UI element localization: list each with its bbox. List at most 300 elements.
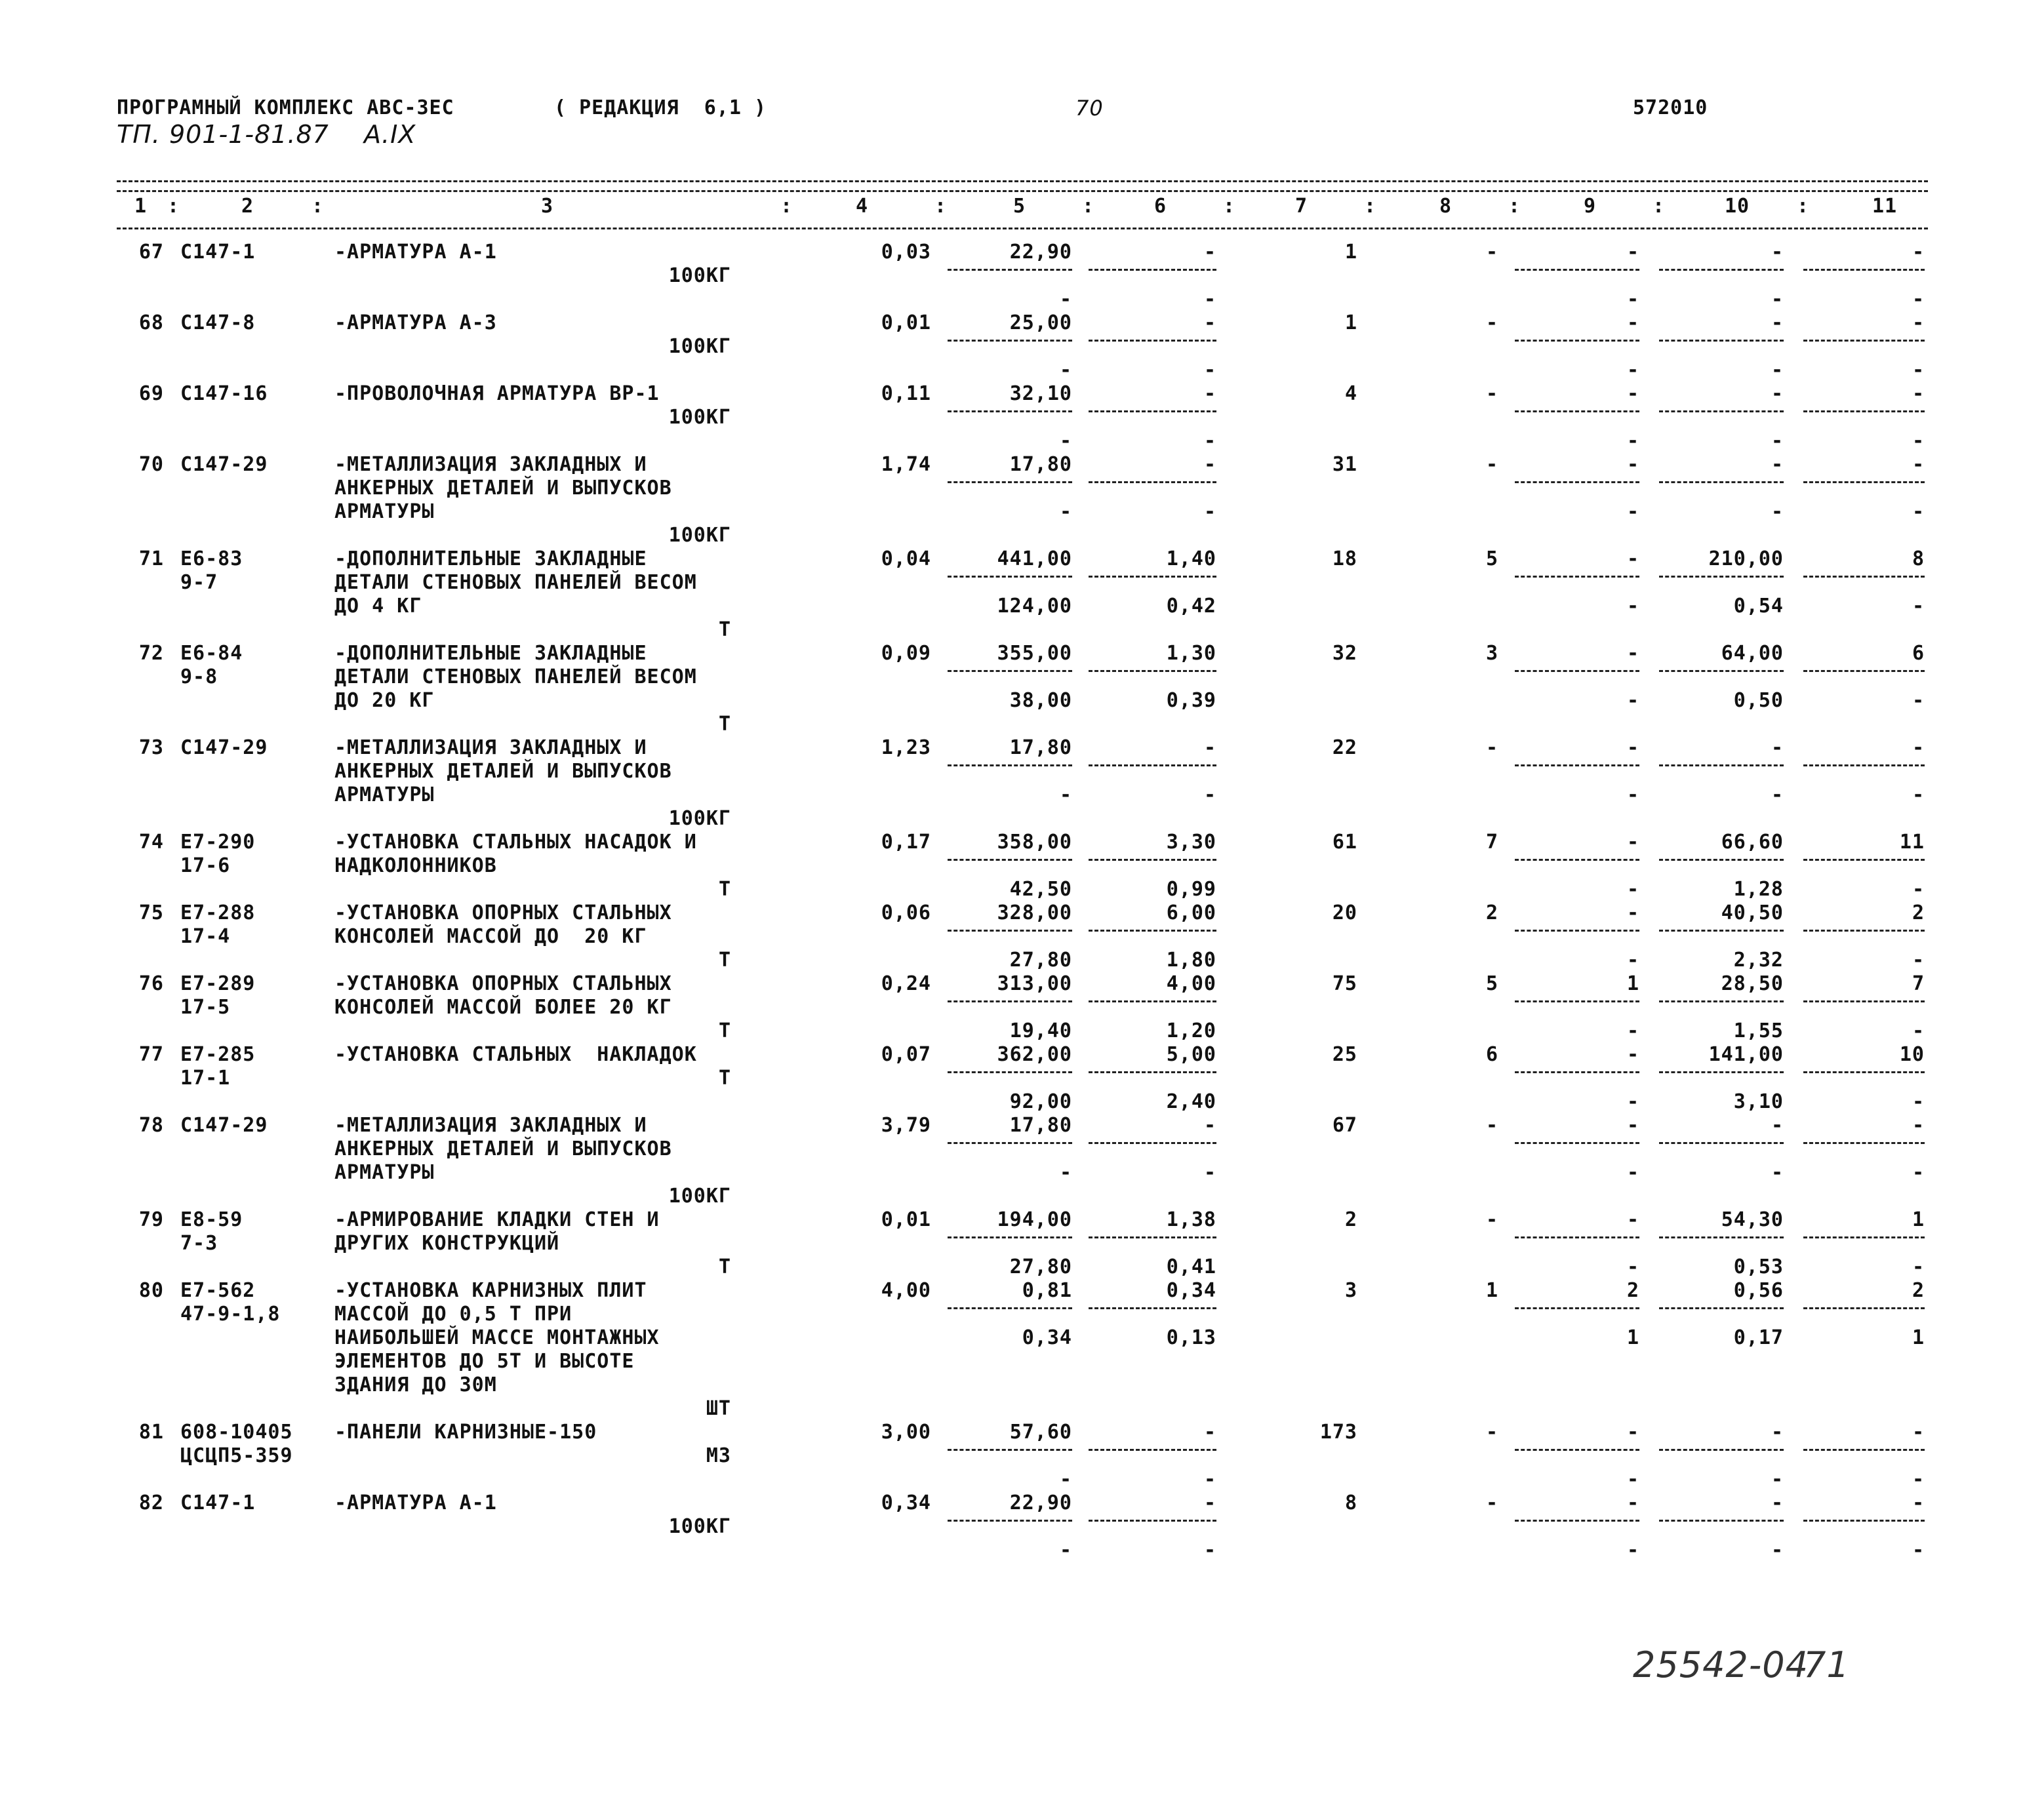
- fraction-rule: [1659, 269, 1784, 271]
- cell-col5-lower: 27,80: [1009, 1255, 1072, 1278]
- norm-code: Е6-83: [180, 547, 243, 570]
- fraction-rule: [1515, 670, 1639, 672]
- fraction-rule: [1089, 670, 1216, 672]
- cell-col5: 355,00: [997, 642, 1072, 665]
- quantity: 0,11: [881, 382, 931, 405]
- fraction-rule: [1089, 269, 1216, 271]
- norm-code: 17-6: [180, 854, 231, 877]
- fraction-rule: [1659, 481, 1784, 483]
- cell-col10-lower: -: [1771, 429, 1784, 452]
- cell-col10: -: [1771, 311, 1784, 334]
- cell-col6-lower: -: [1203, 1468, 1216, 1491]
- fraction-rule: [1659, 576, 1784, 578]
- cell-col5: 328,00: [997, 901, 1072, 924]
- work-description: -УСТАНОВКА ОПОРНЫХ СТАЛЬНЫХ: [334, 901, 672, 924]
- column-header-6: 6: [1154, 195, 1167, 218]
- cell-col5: 32,10: [1009, 382, 1072, 405]
- work-description: -УСТАНОВКА СТАЛЬНЫХ НАСАДОК И: [334, 831, 697, 854]
- cell-col5: 313,00: [997, 972, 1072, 995]
- cell-col11-lower: -: [1912, 1090, 1925, 1113]
- cell-col11: 1: [1912, 1208, 1925, 1231]
- cell-col7: 20: [1332, 901, 1357, 924]
- cell-col8: -: [1485, 1208, 1498, 1231]
- cell-col10-lower: -: [1771, 359, 1784, 382]
- cell-col6: -: [1203, 311, 1216, 334]
- cell-col8: 5: [1485, 547, 1498, 570]
- row-number: 71: [138, 547, 164, 570]
- fraction-rule: [1089, 1307, 1216, 1309]
- cell-col11: -: [1912, 382, 1925, 405]
- cell-col5: 22,90: [1009, 1491, 1072, 1514]
- column-separator: :: [1364, 195, 1377, 218]
- unit-label: Т: [718, 1067, 731, 1090]
- norm-code: 17-5: [180, 996, 231, 1019]
- cell-col5-lower: -: [1059, 1468, 1072, 1491]
- top-rule: [117, 180, 1928, 182]
- cell-col11-lower: -: [1912, 949, 1925, 972]
- unit-label: ШТ: [706, 1397, 731, 1420]
- cell-col8: -: [1485, 736, 1498, 759]
- column-header-7: 7: [1295, 195, 1308, 218]
- cell-col9-lower: -: [1626, 878, 1639, 901]
- cell-col6-lower: -: [1203, 359, 1216, 382]
- cell-col6-lower: -: [1203, 288, 1216, 311]
- row-number: 79: [138, 1208, 164, 1231]
- fraction-rule: [1659, 410, 1784, 412]
- work-description: -АРМАТУРА А-1: [334, 1491, 497, 1514]
- handwritten-page: 71: [1803, 1644, 1850, 1686]
- fraction-rule: [948, 410, 1072, 412]
- work-description: АРМАТУРЫ: [334, 783, 435, 806]
- handwritten-album: А.IX: [364, 120, 416, 149]
- fraction-rule: [948, 859, 1072, 861]
- fraction-rule: [948, 1071, 1072, 1073]
- work-description: АРМАТУРЫ: [334, 500, 435, 523]
- column-separator: :: [780, 195, 793, 218]
- cell-col5: 17,80: [1009, 736, 1072, 759]
- quantity: 0,06: [881, 901, 931, 924]
- unit-label: Т: [718, 878, 731, 901]
- norm-code: С147-16: [180, 382, 268, 405]
- fraction-rule: [1803, 410, 1925, 412]
- work-description: -МЕТАЛЛИЗАЦИЯ ЗАКЛАДНЫХ И: [334, 736, 647, 759]
- cell-col11: 2: [1912, 1279, 1925, 1302]
- norm-code: Е8-59: [180, 1208, 243, 1231]
- cell-col11: -: [1912, 241, 1925, 264]
- cell-col7: 22: [1332, 736, 1357, 759]
- unit-label: Т: [718, 713, 731, 736]
- fraction-rule: [1659, 1449, 1784, 1451]
- cell-col10-lower: 1,55: [1733, 1019, 1784, 1042]
- cell-col11-lower: 1: [1912, 1326, 1925, 1349]
- fraction-rule: [1803, 481, 1925, 483]
- cell-col8: 7: [1485, 831, 1498, 854]
- fraction-rule: [948, 1236, 1072, 1238]
- fraction-rule: [1515, 576, 1639, 578]
- work-description: АНКЕРНЫХ ДЕТАЛЕЙ И ВЫПУСКОВ: [334, 1137, 672, 1160]
- unit-label: 100КГ: [668, 807, 731, 830]
- cell-col7: 18: [1332, 547, 1357, 570]
- work-description: -МЕТАЛЛИЗАЦИЯ ЗАКЛАДНЫХ И: [334, 1114, 647, 1137]
- norm-code: Е7-562: [180, 1279, 256, 1302]
- work-description: НАДКОЛОННИКОВ: [334, 854, 497, 877]
- quantity: 0,24: [881, 972, 931, 995]
- column-separator: :: [1653, 195, 1666, 218]
- cell-col9-lower: -: [1626, 1019, 1639, 1042]
- fraction-rule: [1659, 859, 1784, 861]
- work-description: ДРУГИХ КОНСТРУКЦИЙ: [334, 1232, 560, 1255]
- fraction-rule: [1803, 930, 1925, 932]
- cell-col6: 6,00: [1166, 901, 1216, 924]
- cell-col11: 10: [1899, 1043, 1925, 1066]
- cell-col6: -: [1203, 1114, 1216, 1137]
- fraction-rule: [948, 481, 1072, 483]
- norm-code: Е7-290: [180, 831, 256, 854]
- fraction-rule: [1659, 340, 1784, 342]
- column-header-5: 5: [1013, 195, 1026, 218]
- handwritten-number: 25542-04: [1633, 1644, 1809, 1686]
- cell-col5: 358,00: [997, 831, 1072, 854]
- work-description: -ДОПОЛНИТЕЛЬНЫЕ ЗАКЛАДНЫЕ: [334, 547, 647, 570]
- cell-col10: 54,30: [1721, 1208, 1784, 1231]
- cell-col10-lower: 3,10: [1733, 1090, 1784, 1113]
- work-description: АНКЕРНЫХ ДЕТАЛЕЙ И ВЫПУСКОВ: [334, 477, 672, 500]
- cell-col7: 31: [1332, 453, 1357, 476]
- cell-col5-lower: 38,00: [1009, 689, 1072, 712]
- norm-code: Е7-289: [180, 972, 256, 995]
- row-number: 74: [138, 831, 164, 854]
- cell-col10: -: [1771, 1421, 1784, 1444]
- norm-code: Е6-84: [180, 642, 243, 665]
- norm-code: С147-29: [180, 1114, 268, 1137]
- cell-col6: -: [1203, 241, 1216, 264]
- cell-col7: 173: [1319, 1421, 1357, 1444]
- column-header-1: 1: [134, 195, 148, 218]
- unit-label: Т: [718, 1255, 731, 1278]
- fraction-rule: [1803, 576, 1925, 578]
- work-description: -АРМАТУРА А-3: [334, 311, 497, 334]
- quantity: 3,79: [881, 1114, 931, 1137]
- work-description: -УСТАНОВКА СТАЛЬНЫХ НАКЛАДОК: [334, 1043, 697, 1066]
- work-description: ДО 4 КГ: [334, 595, 422, 618]
- quantity: 0,07: [881, 1043, 931, 1066]
- fraction-rule: [948, 576, 1072, 578]
- cell-col5-lower: 42,50: [1009, 878, 1072, 901]
- cell-col5: 441,00: [997, 547, 1072, 570]
- column-header-3: 3: [541, 195, 554, 218]
- cell-col10: 40,50: [1721, 901, 1784, 924]
- cell-col7: 25: [1332, 1043, 1357, 1066]
- cell-col10-lower: 0,53: [1733, 1255, 1784, 1278]
- row-number: 68: [138, 311, 164, 334]
- fraction-rule: [948, 340, 1072, 342]
- cell-col8: 5: [1485, 972, 1498, 995]
- cell-col10-lower: 1,28: [1733, 878, 1784, 901]
- cell-col5: 25,00: [1009, 311, 1072, 334]
- cell-col6-lower: -: [1203, 429, 1216, 452]
- quantity: 0,03: [881, 241, 931, 264]
- fraction-rule: [1089, 764, 1216, 766]
- cell-col6: 4,00: [1166, 972, 1216, 995]
- cell-col6-lower: 0,99: [1166, 878, 1216, 901]
- cell-col6: 1,38: [1166, 1208, 1216, 1231]
- work-description: ЗДАНИЯ ДО 30М: [334, 1373, 497, 1396]
- norm-code: 17-4: [180, 925, 231, 948]
- cell-col9: -: [1626, 1491, 1639, 1514]
- work-description: АНКЕРНЫХ ДЕТАЛЕЙ И ВЫПУСКОВ: [334, 760, 672, 783]
- cell-col9: 2: [1626, 1279, 1639, 1302]
- cell-col9-lower: 1: [1626, 1326, 1639, 1349]
- cell-col11-lower: -: [1912, 429, 1925, 452]
- work-description: -УСТАНОВКА КАРНИЗНЫХ ПЛИТ: [334, 1279, 647, 1302]
- row-number: 73: [138, 736, 164, 759]
- fraction-rule: [1089, 859, 1216, 861]
- fraction-rule: [948, 269, 1072, 271]
- fraction-rule: [1515, 269, 1639, 271]
- work-description: АРМАТУРЫ: [334, 1161, 435, 1184]
- cell-col7: 2: [1344, 1208, 1357, 1231]
- column-separator: :: [1508, 195, 1521, 218]
- norm-code: 608-10405: [180, 1421, 293, 1444]
- norm-code: С147-1: [180, 241, 256, 264]
- cell-col10-lower: 0,54: [1733, 595, 1784, 618]
- cell-col6: -: [1203, 736, 1216, 759]
- norm-code: С147-1: [180, 1491, 256, 1514]
- fraction-rule: [1515, 340, 1639, 342]
- cell-col5-lower: -: [1059, 429, 1072, 452]
- fraction-rule: [948, 1449, 1072, 1451]
- cell-col9: -: [1626, 311, 1639, 334]
- column-header-9: 9: [1584, 195, 1597, 218]
- norm-code: 7-3: [180, 1232, 218, 1255]
- work-description: -ПРОВОЛОЧНАЯ АРМАТУРА ВР-1: [334, 382, 660, 405]
- cell-col9: -: [1626, 1043, 1639, 1066]
- cell-col9: -: [1626, 1208, 1639, 1231]
- fraction-rule: [1803, 269, 1925, 271]
- cell-col5-lower: 92,00: [1009, 1090, 1072, 1113]
- cell-col11-lower: -: [1912, 595, 1925, 618]
- fraction-rule: [1515, 1236, 1639, 1238]
- cell-col10: 66,60: [1721, 831, 1784, 854]
- work-description: -АРМАТУРА А-1: [334, 241, 497, 264]
- cell-col10-lower: -: [1771, 288, 1784, 311]
- cell-col6-lower: 0,42: [1166, 595, 1216, 618]
- cell-col9-lower: -: [1626, 288, 1639, 311]
- fraction-rule: [948, 1520, 1072, 1522]
- cell-col10: 28,50: [1721, 972, 1784, 995]
- fraction-rule: [1515, 859, 1639, 861]
- column-separator: :: [167, 195, 180, 218]
- cell-col8: 2: [1485, 901, 1498, 924]
- cell-col9-lower: -: [1626, 1090, 1639, 1113]
- column-header-2: 2: [241, 195, 254, 218]
- fraction-rule: [1089, 340, 1216, 342]
- cell-col8: -: [1485, 453, 1498, 476]
- cell-col10: -: [1771, 241, 1784, 264]
- cell-col8: 6: [1485, 1043, 1498, 1066]
- cell-col9-lower: -: [1626, 595, 1639, 618]
- norm-code: С147-29: [180, 453, 268, 476]
- work-description: КОНСОЛЕЙ МАССОЙ БОЛЕЕ 20 КГ: [334, 996, 672, 1019]
- work-description: НАИБОЛЬШЕЙ МАССЕ МОНТАЖНЫХ: [334, 1326, 660, 1349]
- cell-col11-lower: -: [1912, 500, 1925, 523]
- unit-label: 100КГ: [668, 264, 731, 287]
- column-header-10: 10: [1725, 195, 1750, 218]
- cell-col5-lower: 0,34: [1022, 1326, 1072, 1349]
- cell-col11: 6: [1912, 642, 1925, 665]
- page-number: 70: [1075, 96, 1104, 121]
- fraction-rule: [1659, 1307, 1784, 1309]
- cell-col7: 4: [1344, 382, 1357, 405]
- cell-col8: -: [1485, 382, 1498, 405]
- fraction-rule: [1089, 1449, 1216, 1451]
- cell-col5-lower: -: [1059, 359, 1072, 382]
- cell-col5-lower: 19,40: [1009, 1019, 1072, 1042]
- norm-code: Е7-285: [180, 1043, 256, 1066]
- unit-label: 100КГ: [668, 524, 731, 547]
- cell-col6-lower: 0,41: [1166, 1255, 1216, 1278]
- quantity: 0,01: [881, 1208, 931, 1231]
- cell-col5: 362,00: [997, 1043, 1072, 1066]
- cell-col9: -: [1626, 382, 1639, 405]
- row-number: 70: [138, 453, 164, 476]
- fraction-rule: [1659, 670, 1784, 672]
- work-description: -ПАНЕЛИ КАРНИЗНЫЕ-150: [334, 1421, 597, 1444]
- fraction-rule: [948, 930, 1072, 932]
- cell-col9: -: [1626, 901, 1639, 924]
- cell-col11-lower: -: [1912, 878, 1925, 901]
- cell-col9: -: [1626, 831, 1639, 854]
- cell-col10-lower: -: [1771, 500, 1784, 523]
- fraction-rule: [1803, 1449, 1925, 1451]
- work-description: ДЕТАЛИ СТЕНОВЫХ ПАНЕЛЕЙ ВЕСОМ: [334, 665, 697, 688]
- cell-col7: 8: [1344, 1491, 1357, 1514]
- cell-col5-lower: -: [1059, 1539, 1072, 1562]
- row-number: 69: [138, 382, 164, 405]
- cell-col9-lower: -: [1626, 689, 1639, 712]
- norm-code: Е7-288: [180, 901, 256, 924]
- cell-col11: 8: [1912, 547, 1925, 570]
- column-header-4: 4: [856, 195, 869, 218]
- fraction-rule: [1803, 1000, 1925, 1002]
- cell-col11: 7: [1912, 972, 1925, 995]
- cell-col5-lower: 27,80: [1009, 949, 1072, 972]
- fraction-rule: [1089, 481, 1216, 483]
- cell-col8: 3: [1485, 642, 1498, 665]
- cell-col9-lower: -: [1626, 783, 1639, 806]
- cell-col7: 3: [1344, 1279, 1357, 1302]
- cell-col9-lower: -: [1626, 949, 1639, 972]
- cell-col10-lower: -: [1771, 1468, 1784, 1491]
- fraction-rule: [1089, 1142, 1216, 1144]
- unit-label: 100КГ: [668, 335, 731, 358]
- cell-col10-lower: 0,17: [1733, 1326, 1784, 1349]
- quantity: 3,00: [881, 1421, 931, 1444]
- cell-col10: -: [1771, 736, 1784, 759]
- cell-col6-lower: -: [1203, 1161, 1216, 1184]
- header-bottom-rule: [117, 227, 1928, 229]
- norm-code: ЦСЦП5-359: [180, 1444, 293, 1467]
- cell-col6: -: [1203, 1421, 1216, 1444]
- fraction-rule: [1803, 1307, 1925, 1309]
- norm-code: 47-9-1,8: [180, 1303, 281, 1326]
- cell-col9: -: [1626, 453, 1639, 476]
- cell-col9: -: [1626, 642, 1639, 665]
- fraction-rule: [1659, 764, 1784, 766]
- fraction-rule: [1089, 1000, 1216, 1002]
- cell-col6-lower: -: [1203, 500, 1216, 523]
- cell-col6: 5,00: [1166, 1043, 1216, 1066]
- cell-col9: -: [1626, 547, 1639, 570]
- cell-col5-lower: 124,00: [997, 595, 1072, 618]
- work-description: КОНСОЛЕЙ МАССОЙ ДО 20 КГ: [334, 925, 647, 948]
- fraction-rule: [1803, 1520, 1925, 1522]
- norm-code: 9-8: [180, 665, 218, 688]
- cell-col10-lower: 2,32: [1733, 949, 1784, 972]
- fraction-rule: [1515, 1449, 1639, 1451]
- quantity: 1,23: [881, 736, 931, 759]
- cell-col7: 67: [1332, 1114, 1357, 1137]
- cell-col6: 1,30: [1166, 642, 1216, 665]
- cell-col9: 1: [1626, 972, 1639, 995]
- column-header-8: 8: [1439, 195, 1453, 218]
- cell-col10-lower: -: [1771, 1539, 1784, 1562]
- quantity: 0,09: [881, 642, 931, 665]
- cell-col5: 17,80: [1009, 453, 1072, 476]
- column-separator: :: [1797, 195, 1810, 218]
- fraction-rule: [1089, 930, 1216, 932]
- fraction-rule: [948, 764, 1072, 766]
- fraction-rule: [1515, 930, 1639, 932]
- cell-col5: 57,60: [1009, 1421, 1072, 1444]
- fraction-rule: [1803, 764, 1925, 766]
- fraction-rule: [948, 1142, 1072, 1144]
- cell-col7: 1: [1344, 241, 1357, 264]
- column-separator: :: [934, 195, 948, 218]
- fraction-rule: [1515, 1307, 1639, 1309]
- cell-col7: 32: [1332, 642, 1357, 665]
- cell-col6: 1,40: [1166, 547, 1216, 570]
- cell-col10: -: [1771, 1114, 1784, 1137]
- row-number: 81: [138, 1421, 164, 1444]
- fraction-rule: [1089, 576, 1216, 578]
- column-separator: :: [1082, 195, 1095, 218]
- quantity: 0,17: [881, 831, 931, 854]
- cell-col11: -: [1912, 1491, 1925, 1514]
- cell-col11: -: [1912, 1421, 1925, 1444]
- cell-col6-lower: 0,39: [1166, 689, 1216, 712]
- row-number: 78: [138, 1114, 164, 1137]
- fraction-rule: [1089, 1071, 1216, 1073]
- norm-code: С147-29: [180, 736, 268, 759]
- fraction-rule: [1089, 410, 1216, 412]
- norm-code: 9-7: [180, 571, 218, 594]
- row-number: 72: [138, 642, 164, 665]
- cell-col11-lower: -: [1912, 1255, 1925, 1278]
- cell-col10: -: [1771, 382, 1784, 405]
- work-description: -МЕТАЛЛИЗАЦИЯ ЗАКЛАДНЫХ И: [334, 453, 647, 476]
- fraction-rule: [948, 1307, 1072, 1309]
- cell-col10: 0,56: [1733, 1279, 1784, 1302]
- row-number: 80: [138, 1279, 164, 1302]
- fraction-rule: [1659, 1236, 1784, 1238]
- cell-col9-lower: -: [1626, 1539, 1639, 1562]
- cell-col8: -: [1485, 1491, 1498, 1514]
- fraction-rule: [948, 670, 1072, 672]
- cell-col10: 210,00: [1708, 547, 1784, 570]
- unit-label: Т: [718, 1019, 731, 1042]
- edition-label: ( РЕДАКЦИЯ 6,1 ): [554, 96, 767, 119]
